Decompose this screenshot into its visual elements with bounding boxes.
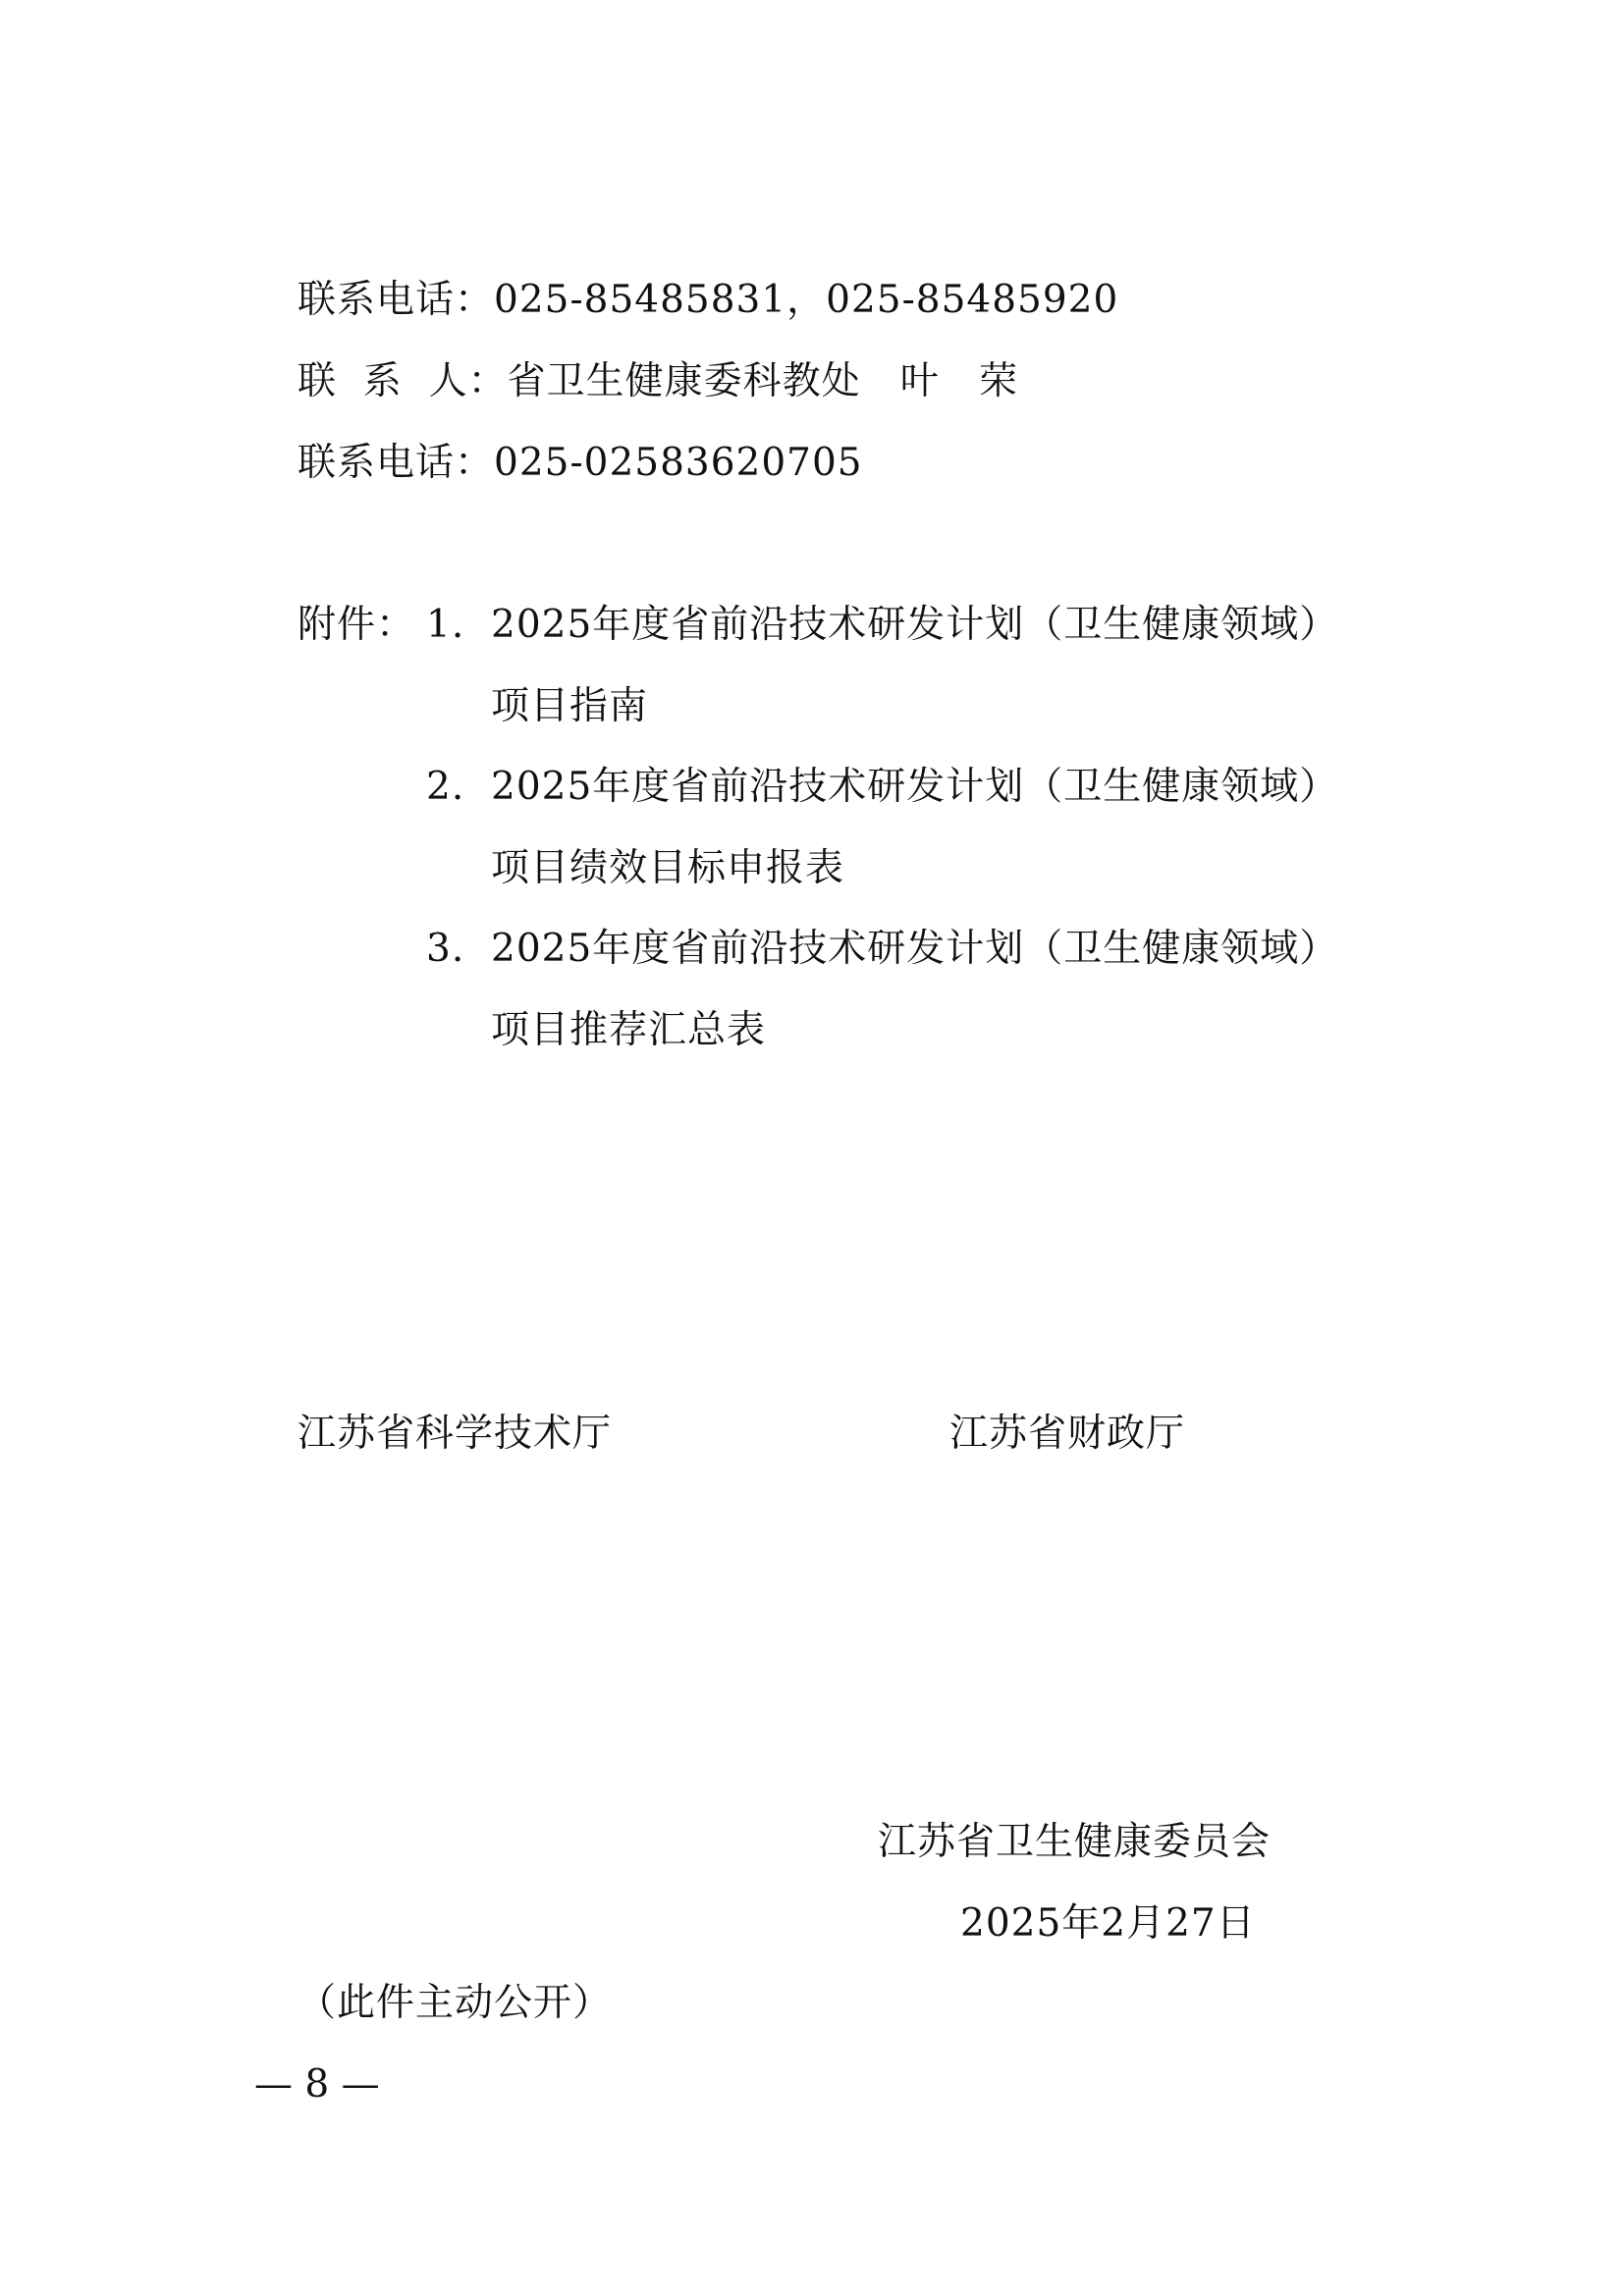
- contact-value: 025-02583620705: [494, 441, 863, 485]
- signatory-finance-dept: [949, 1412, 1186, 1456]
- attachment-item-2-line2: [491, 846, 845, 890]
- attachment-number: 1.: [426, 603, 465, 647]
- contact-label: 联 系 人：: [298, 359, 508, 403]
- attachment-title-cont: 项目推荐汇总表: [491, 1008, 767, 1052]
- attachment-title: 2025年度省前沿技术研发计划（卫生健康领域）: [491, 927, 1339, 971]
- contact-label: 联系电话：: [298, 441, 495, 485]
- signatory-name: 江苏省科学技术厅: [298, 1412, 613, 1456]
- attachment-item-1-line2: [491, 684, 649, 728]
- attachment-item-1-number: [426, 603, 465, 647]
- attachment-title: 2025年度省前沿技术研发计划（卫生健康领域）: [491, 603, 1339, 647]
- page-number: [254, 2062, 380, 2107]
- contact-value: 省卫生健康委科教处 叶 荣: [507, 359, 1018, 403]
- attachment-item-2-line1: [491, 765, 1339, 809]
- disclosure-note: [298, 1981, 613, 2025]
- contact-value: 025-85485831，025-85485920: [494, 278, 1119, 322]
- attachment-item-3-number: [426, 927, 465, 971]
- attachment-title: 2025年度省前沿技术研发计划（卫生健康领域）: [491, 765, 1339, 809]
- attachments-label: 附件：: [298, 603, 416, 647]
- signatory-science-dept: [298, 1412, 613, 1456]
- signatory-name: 江苏省卫生健康委员会: [878, 1820, 1272, 1864]
- page-number-text: — 8 —: [254, 2062, 380, 2107]
- contact-phone-2: [298, 441, 863, 485]
- contact-person: [298, 359, 1018, 403]
- contact-label: 联系电话：: [298, 278, 495, 322]
- contact-phone-1: [298, 278, 1119, 322]
- disclosure-text: （此件主动公开）: [298, 1981, 613, 2025]
- attachment-number: 3.: [426, 927, 465, 971]
- date-text: 2025年2月27日: [960, 1901, 1256, 1946]
- signatory-health-commission: [878, 1820, 1272, 1864]
- attachment-title-cont: 项目绩效目标申报表: [491, 846, 845, 890]
- attachment-number: 2.: [426, 765, 465, 809]
- attachment-item-3-line2: [491, 1008, 767, 1052]
- signatory-name: 江苏省财政厅: [949, 1412, 1186, 1456]
- attachment-title-cont: 项目指南: [491, 684, 649, 728]
- attachments-prefix: [298, 603, 416, 647]
- document-date: [960, 1901, 1256, 1946]
- attachment-item-1-line1: [491, 603, 1339, 647]
- attachment-item-3-line1: [491, 927, 1339, 971]
- attachment-item-2-number: [426, 765, 465, 809]
